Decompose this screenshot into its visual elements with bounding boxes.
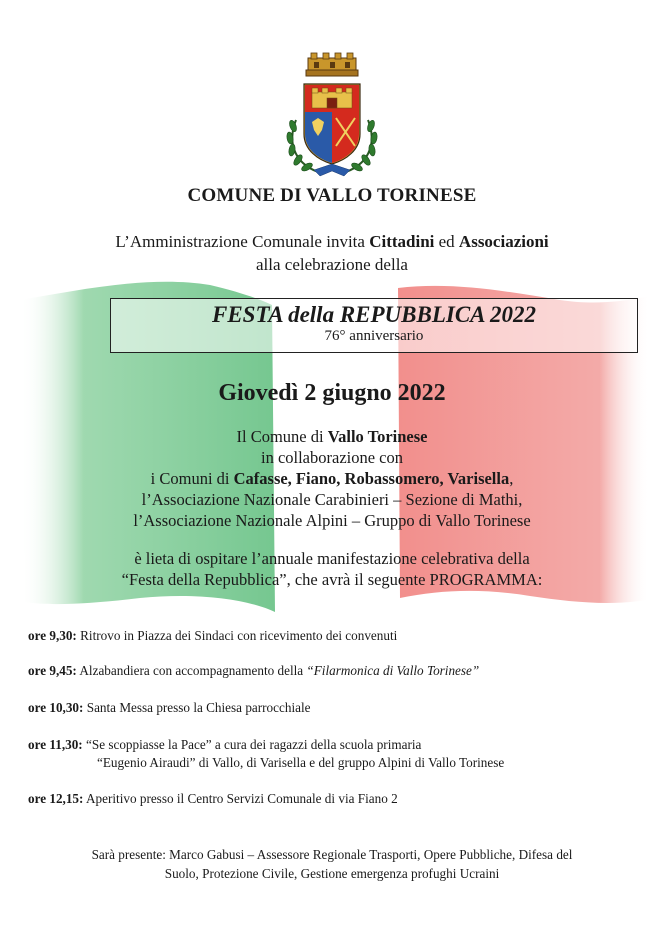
program-item: ore 12,15: Aperitivo presso il Centro Servizi Comunale di via Fiano 2 [28, 791, 398, 806]
ribbon-icon [314, 164, 350, 176]
festa-title: FESTA della REPUBBLICA 2022 [212, 302, 536, 327]
collab-line-5: l’Associazione Nazionale Alpini – Gruppo di Vallo Torinese [133, 511, 531, 530]
festa-subtitle: 76° anniversario [324, 328, 424, 344]
collaboration-text [0, 426, 664, 531]
host-text [0, 548, 664, 590]
program-item: ore 9,45: Alzabandiera con accompagnamento della “Filarmonica di Vallo Torinese” [28, 663, 480, 678]
page-title: COMUNE DI VALLO TORINESE [187, 185, 477, 206]
program-item: ore 11,30: “Se scoppiasse la Pace” a cura dei ragazzi della scuola primaria “Eugenio Airaudi” di Vallo, di Varisella e del gruppo Alpini di Vallo Torinese [28, 737, 505, 770]
collab-line-3: i Comuni di Cafasse, Fiano, Robassomero, Varisella, [150, 469, 514, 488]
coat-of-arms [278, 50, 386, 180]
collab-line-2: in collaborazione con [260, 448, 404, 467]
shield-icon [304, 84, 360, 164]
crown-icon [306, 53, 358, 76]
festa-title-box [110, 298, 638, 353]
cittadini-label: Cittadini [369, 232, 435, 251]
collab-line-1: Il Comune di Vallo Torinese [236, 427, 428, 446]
invitation-line-1: L’Amministrazione Comunale invita Cittadini ed Associazioni [115, 232, 549, 251]
invitation-line-2: alla celebrazione della [256, 255, 408, 274]
invitation-text [0, 230, 664, 276]
footer-line-1: Sarà presente: Marco Gabusi – Assessore Regionale Trasporti, Opere Pubbliche, Difesa del [91, 847, 573, 862]
host-line-1: è lieta di ospitare l’annuale manifestazione celebrativa della [134, 549, 530, 568]
host-line-2: “Festa della Repubblica”, che avrà il seguente PROGRAMMA: [121, 570, 543, 589]
associazioni-label: Associazioni [458, 232, 549, 251]
event-date: Giovedì 2 giugno 2022 [218, 380, 446, 406]
program-item: ore 9,30: Ritrovo in Piazza dei Sindaci con ricevimento dei convenuti [28, 628, 398, 643]
footer-note [30, 845, 634, 883]
collab-line-4: l’Associazione Nazionale Carabinieri – Sezione di Mathi, [141, 490, 523, 509]
footer-line-2: Suolo, Protezione Civile, Gestione emergenza profughi Ucraini [164, 866, 500, 881]
program-item: ore 10,30: Santa Messa presso la Chiesa parrocchiale [28, 700, 311, 715]
